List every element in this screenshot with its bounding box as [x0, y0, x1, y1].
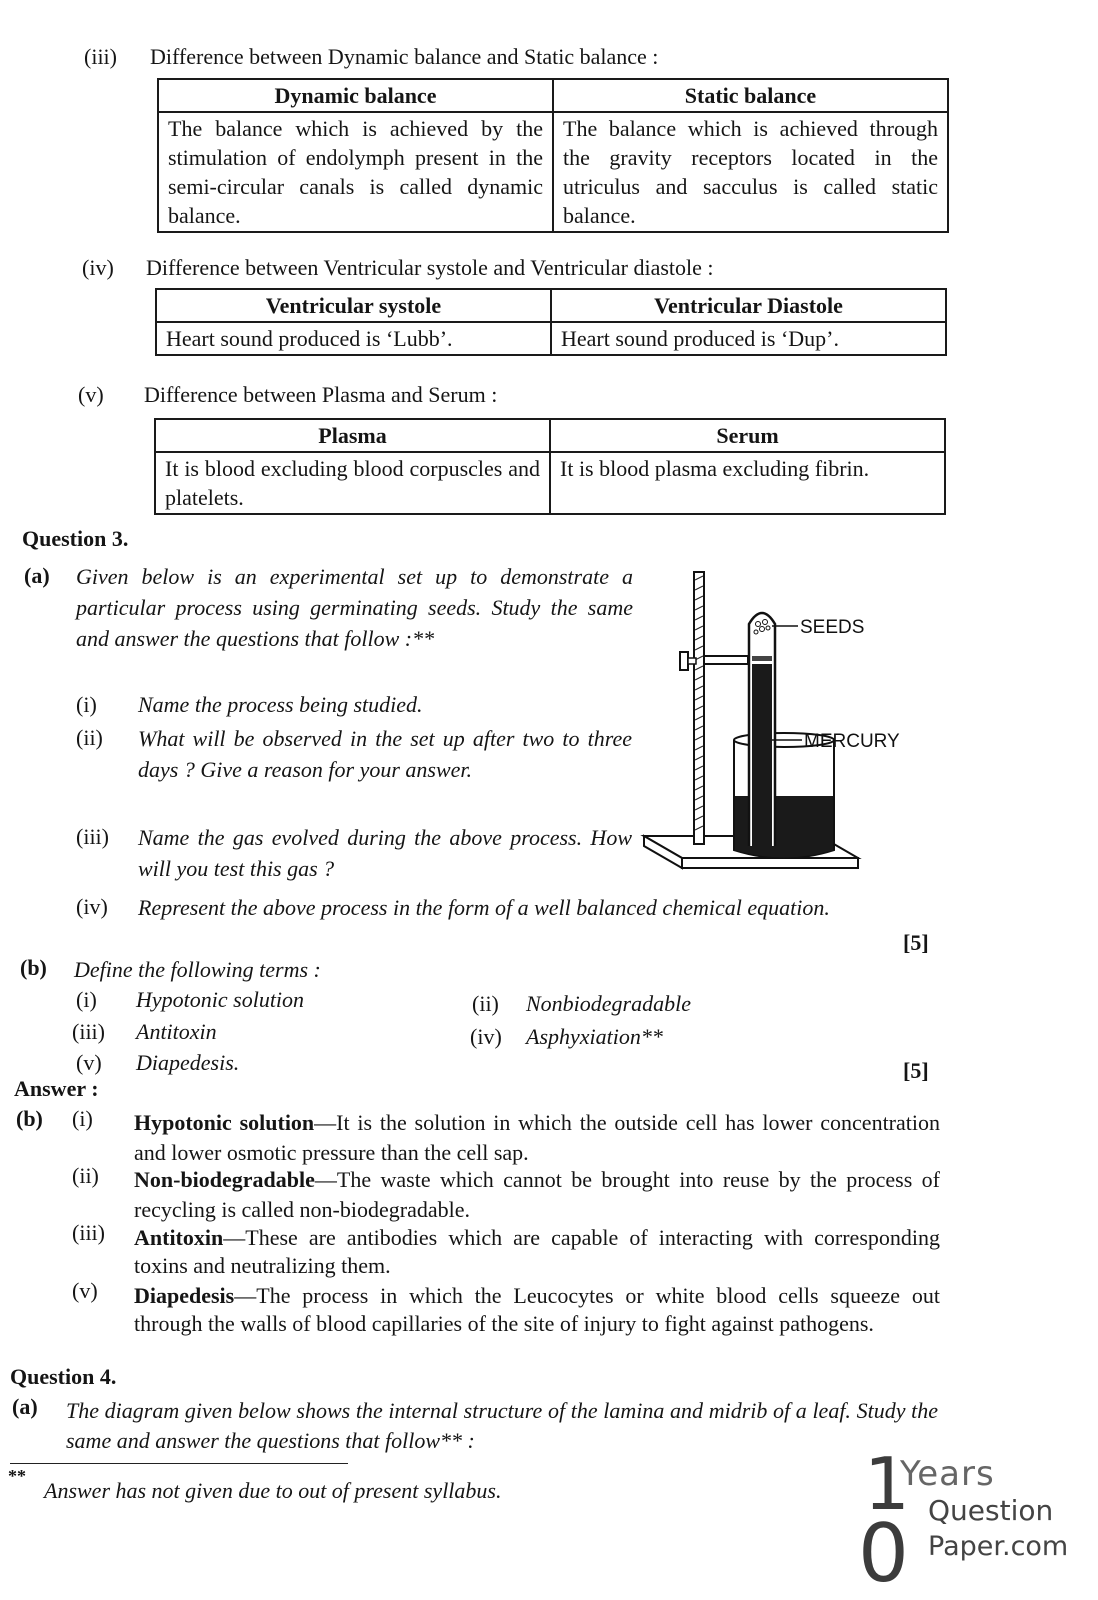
respiration-setup-diagram	[638, 568, 918, 880]
q3-part-a-text: Given below is an experimental set up to demonstrate a particular process using germinating seeds. Study the same and answer the questions that follow :**	[76, 564, 633, 651]
tube-mercury-column	[752, 664, 772, 846]
q3-a-item-2-number: (ii)	[76, 725, 103, 750]
q3-a-marks: [5]	[903, 930, 929, 955]
footnote-mark: **	[8, 1466, 26, 1486]
table-header-row	[158, 79, 948, 112]
plasma-serum-table	[154, 418, 946, 515]
answer-item-3-number: (iii)	[72, 1220, 105, 1245]
answer-item-3-text: —These are antibodies which are capable of interacting with corresponding toxins and neutralizing them.	[134, 1225, 940, 1278]
table-header-row	[156, 289, 946, 322]
plasma-header: Plasma	[155, 419, 550, 452]
q3-part-b-label: (b)	[20, 955, 47, 980]
watermark-line-1: Years	[900, 1454, 995, 1494]
seeds-plug	[752, 656, 772, 661]
q3-b-item-2-text: Nonbiodegradable	[526, 991, 691, 1016]
answer-item-2-number: (ii)	[72, 1163, 99, 1188]
q3-b-item-4-text: Asphyxiation**	[526, 1024, 663, 1049]
q3-a-item-4-number: (iv)	[76, 894, 108, 919]
watermark-logo	[858, 1442, 1090, 1600]
q3-a-item-2-text: What will be observed in the set up after two to three days ? Give a reason for your answer.	[138, 726, 632, 782]
section-v	[78, 380, 958, 410]
q3-b-item-1-text: Hypotonic solution	[136, 987, 305, 1012]
q3-b-marks: [5]	[903, 1058, 929, 1083]
q4-part-a-text: The diagram given below shows the internal structure of the lamina and midrib of a leaf. Study the same and answer the questions that follow** :	[66, 1398, 938, 1453]
q3-a-item-3-number: (iii)	[76, 824, 109, 849]
dynamic-balance-definition: The balance which is achieved by the stimulation of endolymph present in the semi-circular canals is called dynamic balance.	[158, 112, 553, 232]
static-balance-definition: The balance which is achieved through the gravity receptors located in the utriculus and sacculus is called static balance.	[553, 112, 948, 232]
answer-item-4-text: —The process in which the Leucocytes or white blood cells squeeze out through the walls of blood capillaries of the site of injury to fight against pathogens.	[134, 1283, 940, 1336]
table-header-row	[155, 419, 945, 452]
section-iii	[84, 42, 964, 72]
ventricular-diastole-sound: Heart sound produced is ‘Dup’.	[551, 322, 946, 355]
section-iii-heading: Difference between Dynamic balance and Static balance :	[150, 44, 659, 69]
answer-item-4-term: Diapedesis	[134, 1283, 235, 1308]
systole-diastole-table	[155, 288, 947, 356]
answer-item-2-body	[134, 1165, 940, 1225]
q3-part-b-text: Define the following terms :	[74, 957, 321, 982]
q3-a-item-3-text: Name the gas evolved during the above process. How will you test this gas ?	[138, 825, 632, 881]
answer-title: Answer :	[14, 1076, 99, 1101]
section-iii-number: (iii)	[84, 44, 117, 69]
watermark-line-2: Question	[928, 1494, 1054, 1527]
dynamic-static-table	[157, 78, 949, 233]
ventricular-systole-sound: Heart sound produced is ‘Lubb’.	[156, 322, 551, 355]
q3-b-item-2-number: (ii)	[472, 991, 499, 1016]
ventricular-systole-header: Ventricular systole	[156, 289, 551, 322]
table-row	[158, 112, 948, 232]
question-4-title: Question 4.	[10, 1364, 117, 1389]
serum-header: Serum	[550, 419, 945, 452]
answer-item-2-term: Non-biodegradable	[134, 1167, 315, 1192]
q4-part-a-label: (a)	[12, 1394, 38, 1419]
answer-item-4-body	[134, 1282, 940, 1338]
answer-item-1-number: (i)	[72, 1106, 93, 1131]
section-iv-heading: Difference between Ventricular systole and Ventricular diastole :	[146, 255, 714, 280]
section-v-number: (v)	[78, 382, 104, 407]
answer-item-1-text: —It is the solution in which the outside cell has lower concentration and lower osmotic pressure than the cell sap.	[134, 1110, 940, 1165]
q3-part-a-label: (a)	[24, 563, 50, 588]
table-row	[155, 452, 945, 514]
clamp-arm	[704, 656, 748, 664]
q3-a-item-1-number: (i)	[76, 692, 97, 717]
clamp-screw-stem	[688, 658, 696, 664]
answer-part-b-label: (b)	[16, 1106, 43, 1131]
q3-a-item-1-text: Name the process being studied.	[138, 692, 423, 717]
seeds-label: SEEDS	[800, 617, 865, 638]
stand-base-front	[682, 858, 858, 868]
section-iv	[82, 253, 962, 283]
watermark-line-3: Paper.com	[928, 1531, 1069, 1562]
static-balance-header: Static balance	[553, 79, 948, 112]
mercury-label: MERCURY	[804, 731, 900, 752]
footnote-text: Answer has not given due to out of present syllabus.	[44, 1478, 502, 1503]
q3-b-item-4-number: (iv)	[470, 1024, 502, 1049]
footnote-rule	[10, 1463, 348, 1464]
ventricular-diastole-header: Ventricular Diastole	[551, 289, 946, 322]
section-v-heading: Difference between Plasma and Serum :	[144, 382, 498, 407]
q3-b-item-3-number: (iii)	[72, 1019, 105, 1044]
q3-a-item-4-text: Represent the above process in the form of a well balanced chemical equation.	[138, 895, 830, 920]
q3-b-item-5-number: (v)	[76, 1050, 102, 1075]
answer-item-4-number: (v)	[72, 1278, 98, 1303]
answer-item-3-body	[134, 1224, 940, 1280]
q3-b-item-5-text: Diapedesis.	[136, 1050, 240, 1075]
answer-item-2-text: —The waste which cannot be brought into reuse by the process of recycling is called non-biodegradable.	[134, 1167, 940, 1222]
serum-definition: It is blood plasma excluding fibrin.	[550, 452, 945, 514]
clamp-screw	[680, 652, 688, 670]
q3-b-item-1-number: (i)	[76, 987, 97, 1012]
q3-b-item-3-text: Antitoxin	[136, 1019, 217, 1044]
question-3-title: Question 3.	[22, 526, 129, 551]
table-row	[156, 322, 946, 355]
watermark-digit-0: 0	[858, 1507, 909, 1600]
section-iv-number: (iv)	[82, 255, 114, 280]
answer-item-1-body	[134, 1108, 940, 1168]
answer-item-1-term: Hypotonic solution	[134, 1110, 315, 1135]
watermark-digit-1: 1	[864, 1442, 910, 1526]
plasma-definition: It is blood excluding blood corpuscles and platelets.	[155, 452, 550, 514]
dynamic-balance-header: Dynamic balance	[158, 79, 553, 112]
answer-item-3-term: Antitoxin	[134, 1225, 224, 1250]
